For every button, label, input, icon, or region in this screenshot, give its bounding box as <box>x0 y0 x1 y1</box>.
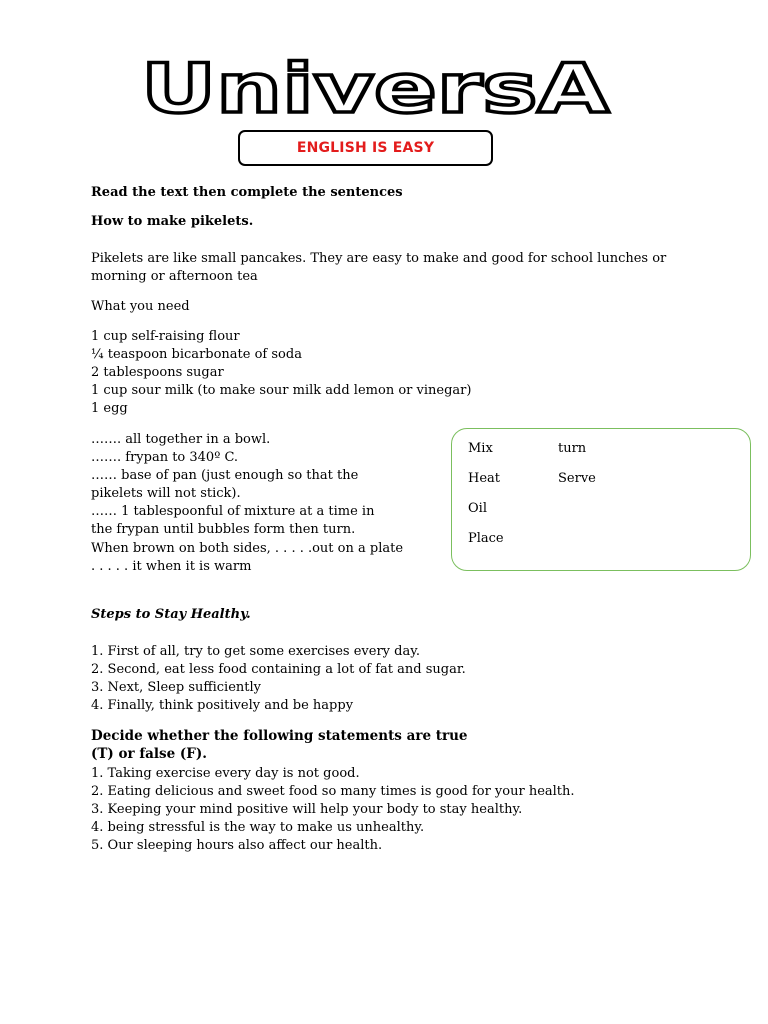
recipe-step: …… 1 tablespoonful of mixture at a time in <box>91 504 375 519</box>
instruction: Read the text then complete the sentences <box>91 185 403 200</box>
recipe-step: ……. all together in a bowl. <box>91 432 271 447</box>
ingredient-item: ¼ teaspoon bicarbonate of soda <box>91 347 302 362</box>
universa-logo <box>135 54 615 120</box>
need-heading: What you need <box>91 299 190 314</box>
word-bank-item: Place <box>468 531 504 546</box>
word-bank-item: Heat <box>468 471 501 486</box>
ingredient-item: 1 cup self-raising flour <box>91 329 240 344</box>
recipe-step: When brown on both sides, . . . . .out on a plate <box>91 541 404 556</box>
true-false-heading-2: (T) or false (F). <box>91 746 207 762</box>
statement-item: 5. Our sleeping hours also affect our health. <box>91 838 383 853</box>
recipe-title: How to make pikelets. <box>91 214 254 229</box>
ingredient-item: 1 egg <box>91 401 128 416</box>
banner-text: ENGLISH IS EASY <box>296 140 435 156</box>
recipe-intro-line-2: morning or afternoon tea <box>91 269 258 284</box>
word-bank-item: Mix <box>468 441 493 456</box>
recipe-intro-line-1: Pikelets are like small pancakes. They are easy to make and good for school lunches or <box>91 251 667 266</box>
ingredient-item: 1 cup sour milk (to make sour milk add lemon or vinegar) <box>91 383 472 398</box>
recipe-step: ……. frypan to 340º C. <box>91 450 239 465</box>
true-false-heading-1: Decide whether the following statements are true <box>91 728 468 744</box>
title-banner <box>238 130 493 166</box>
healthy-title: Steps to Stay Healthy. <box>91 607 251 622</box>
ingredient-item: 2 tablespoons sugar <box>91 365 224 380</box>
healthy-item: 2. Second, eat less food containing a lot of fat and sugar. <box>91 662 466 677</box>
healthy-item: 3. Next, Sleep sufficiently <box>91 680 261 695</box>
word-bank-item: Oil <box>468 501 487 516</box>
recipe-step: the frypan until bubbles form then turn. <box>91 522 356 537</box>
recipe-step: pikelets will not stick). <box>91 486 241 501</box>
statement-item: 1. Taking exercise every day is not good. <box>91 766 360 781</box>
recipe-step: . . . . . it when it is warm <box>91 559 252 574</box>
statement-item: 2. Eating delicious and sweet food so many times is good for your health. <box>91 784 575 799</box>
word-bank-item: Serve <box>558 471 596 486</box>
word-bank-item: turn <box>558 441 587 456</box>
statement-item: 4. being stressful is the way to make us unhealthy. <box>91 820 425 835</box>
statement-item: 3. Keeping your mind positive will help your body to stay healthy. <box>91 802 523 817</box>
healthy-item: 4. Finally, think positively and be happy <box>91 698 354 713</box>
word-bank-box <box>451 428 751 571</box>
healthy-item: 1. First of all, try to get some exercises every day. <box>91 644 420 659</box>
logo-text: UniversA <box>141 54 610 120</box>
recipe-step: …… base of pan (just enough so that the <box>91 468 359 483</box>
